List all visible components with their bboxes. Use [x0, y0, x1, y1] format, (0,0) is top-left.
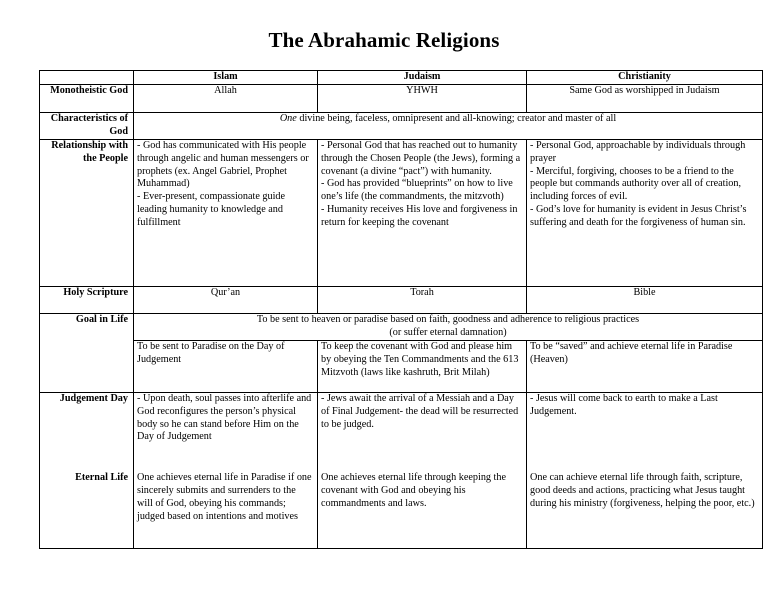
- cell-islam-eternal: One achieves eternal life in Paradise if one sincerely submits and surrenders to the will of God, obeying his commands; judged based on intentions and motives: [134, 472, 318, 548]
- cell-goal-common: To be sent to heaven or paradise based on faith, goodness and adherence to religious practices (or suffer eternal damnation): [134, 313, 763, 340]
- column-header-islam: Islam: [134, 71, 318, 85]
- page-title: The Abrahamic Religions: [268, 28, 500, 52]
- cell-christianity-goal: To be “saved” and achieve eternal life in Paradise (Heaven): [527, 340, 763, 392]
- religions-table: [39, 70, 763, 549]
- column-header-christianity: Christianity: [527, 71, 763, 85]
- cell-christianity-eternal: One can achieve eternal life through faith, scripture, good deeds and actions, practicing what Jesus taught during his ministry (forgiveness, helping the poor, etc.): [527, 472, 763, 548]
- table-row: [40, 112, 763, 139]
- row-label-relationship: Relationship with the People: [40, 139, 134, 286]
- header-corner: [40, 71, 134, 85]
- cell-christianity-judgement: - Jesus will come back to earth to make a Last Judgement.: [527, 392, 763, 472]
- characteristics-emphasis: One: [279, 112, 297, 124]
- column-header-judaism: Judaism: [318, 71, 527, 85]
- cell-judaism-relationship: - Personal God that has reached out to humanity through the Chosen People (the Jews), forming a covenant (a divine “pact”) with humanity. - God has provided “blueprints” on how to live one’s life (the commandments, the mitzvoth) - Humanity receives His love and forgiveness in return for keeping the covenant: [318, 139, 527, 286]
- table-row: [40, 392, 763, 472]
- cell-judaism-goal: To keep the covenant with God and please him by obeying the Ten Commandments and the 613 Mitzvoth (laws like kashruth, Brit Milah): [318, 340, 527, 392]
- row-label-characteristics: Characteristics of God: [40, 112, 134, 139]
- table-header-row: [40, 71, 763, 85]
- table-row: [40, 286, 763, 313]
- characteristics-text: divine being, faceless, omnipresent and all-knowing; creator and master of all: [296, 112, 617, 124]
- row-label-eternal: Eternal Life: [40, 472, 134, 548]
- cell-islam-goal: To be sent to Paradise on the Day of Judgement: [134, 340, 318, 392]
- table-row: [40, 139, 763, 286]
- row-label-scripture: Holy Scripture: [40, 286, 134, 313]
- cell-judaism-judgement: - Jews await the arrival of a Messiah and a Day of Final Judgement- the dead will be resurrected to be judged.: [318, 392, 527, 472]
- row-label-monotheistic: Monotheistic God: [40, 84, 134, 112]
- row-label-goal: Goal in Life: [40, 313, 134, 392]
- cell-judaism-eternal: One achieves eternal life through keeping the covenant with God and obeying his commandments and laws.: [318, 472, 527, 548]
- cell-judaism-god: YHWH: [318, 84, 527, 112]
- row-label-judgement: Judgement Day: [40, 392, 134, 472]
- cell-christianity-relationship: - Personal God, approachable by individuals through prayer - Merciful, forgiving, chooses to be a friend to the people but commands authority over all of creation, including forces of evil. - God’s love for humanity is evident in Jesus Christ’s suffering and death for the forgiveness of human sin.: [527, 139, 763, 286]
- cell-islam-god: Allah: [134, 84, 318, 112]
- table-row: [40, 472, 763, 548]
- cell-islam-relationship: - God has communicated with His people through angelic and human messengers or prophets (ex. Angel Gabriel, Prophet Muhammad) - Ever-present, compassionate guide leading humanity to knowledge and fulfillment: [134, 139, 318, 286]
- cell-characteristics: [134, 112, 763, 139]
- cell-christianity-scripture: Bible: [527, 286, 763, 313]
- table-row: [40, 340, 763, 392]
- cell-islam-judgement: - Upon death, soul passes into afterlife and God reconfigures the person’s physical body so he can stand before Him on the Day of Judgement: [134, 392, 318, 472]
- cell-judaism-scripture: Torah: [318, 286, 527, 313]
- table-row: [40, 84, 763, 112]
- cell-islam-scripture: Qur’an: [134, 286, 318, 313]
- cell-christianity-god: Same God as worshipped in Judaism: [527, 84, 763, 112]
- table-row: [40, 313, 763, 340]
